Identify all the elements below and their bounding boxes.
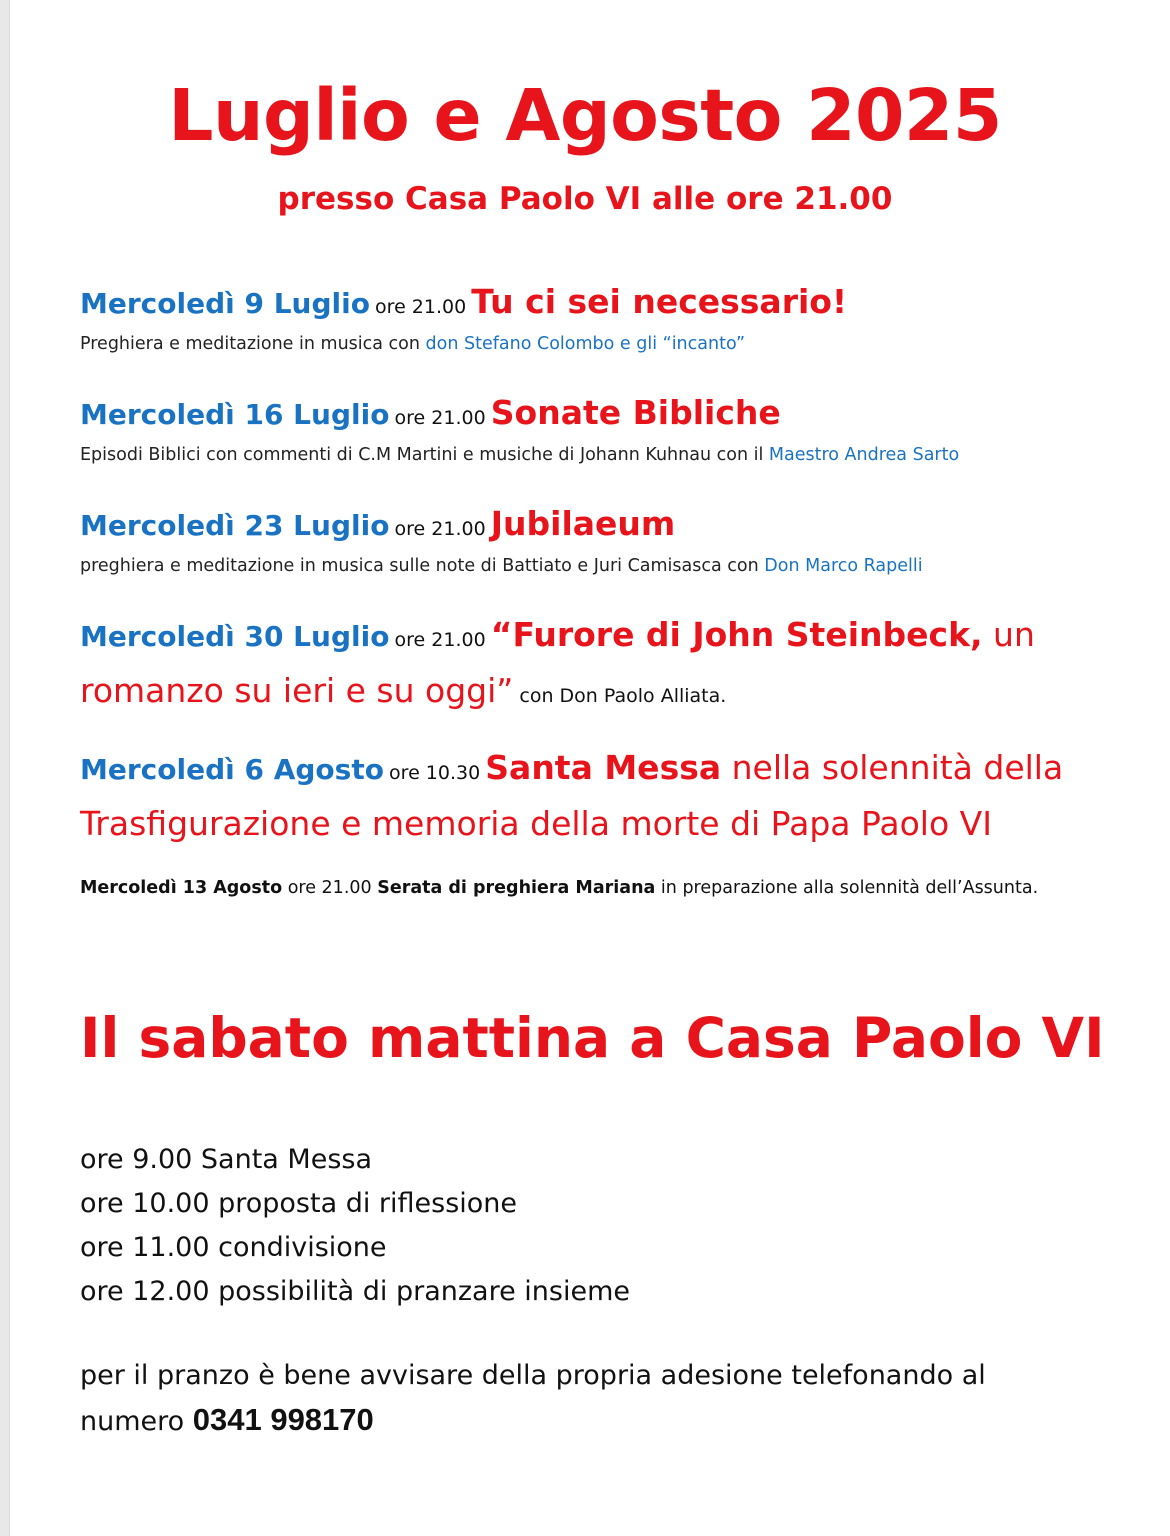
event-day: Mercoledì 9 Luglio — [80, 287, 370, 320]
event-title: Santa Messa — [485, 748, 722, 787]
page-subtitle: presso Casa Paolo VI alle ore 21.00 — [277, 181, 893, 217]
event-day: Mercoledì 30 Luglio — [80, 620, 390, 653]
event-title-continued: nella solennità della — [721, 748, 1064, 787]
event-time: ore 21.00 — [375, 296, 467, 318]
event-day: Mercoledì 13 Agosto — [80, 878, 283, 898]
event-item — [80, 613, 1120, 725]
phone-number: 0341 998170 — [192, 1402, 374, 1437]
schedule-item: ore 10.00 proposta di riflessione — [80, 1188, 518, 1219]
event-title-line2: romanzo su ieri e su oggi” — [80, 671, 514, 710]
lunch-note — [80, 1354, 1090, 1444]
event-time: ore 21.00 — [394, 407, 486, 429]
event-item — [80, 502, 1120, 580]
event-title: Serata di preghiera Mariana — [377, 878, 656, 898]
event-day: Mercoledì 6 Agosto — [80, 753, 384, 786]
event-description: Preghiera e meditazione in musica con — [80, 334, 426, 354]
saturday-heading: Il sabato mattina a Casa Paolo VI — [80, 1006, 1105, 1070]
event-item — [80, 280, 1120, 358]
event-time: ore 21.00 — [394, 518, 486, 540]
event-performer: don Stefano Colombo e gli “incanto” — [425, 334, 746, 354]
event-title: Jubilaeum — [490, 504, 676, 543]
event-day: Mercoledì 23 Luglio — [80, 509, 390, 542]
event-description: Episodi Biblici con commenti di C.M Martini e musiche di Johann Kuhnau con il — [80, 445, 769, 465]
event-title: “Furore di John Steinbeck, — [490, 615, 983, 654]
event-description: preghiera e meditazione in musica sulle note di Battiato e Juri Camisasca con — [80, 556, 765, 576]
event-time: ore 21.00 — [394, 629, 486, 651]
event-day: Mercoledì 16 Luglio — [80, 398, 390, 431]
event-performer: Maestro Andrea Sarto — [768, 445, 960, 465]
saturday-schedule — [80, 1138, 630, 1314]
page-title: Luglio e Agosto 2025 — [168, 74, 1002, 157]
event-item — [80, 391, 1120, 469]
schedule-item: ore 11.00 condivisione — [80, 1232, 387, 1263]
lunch-note-text: per il pranzo è bene avvisare della propria adesione telefonando al numero — [80, 1360, 986, 1437]
event-title: Sonate Bibliche — [490, 393, 781, 432]
extra-event — [80, 878, 1038, 898]
event-title: Tu ci sei necessario! — [471, 282, 848, 321]
schedule-item: ore 9.00 Santa Messa — [80, 1144, 373, 1175]
event-description: in preparazione alla solennità dell’Assunta. — [655, 878, 1039, 898]
event-item — [80, 746, 1120, 858]
event-time: ore 10.30 — [389, 762, 481, 784]
event-time: ore 21.00 — [282, 878, 378, 898]
schedule-item: ore 12.00 possibilità di pranzare insieme — [80, 1276, 630, 1307]
page-edge — [0, 0, 10, 1536]
event-guest: con Don Paolo Alliata. — [513, 685, 727, 707]
event-title-continued: un — [982, 615, 1035, 654]
event-title-line2: Trasfigurazione e memoria della morte di Papa Paolo VI — [80, 804, 992, 843]
event-performer: Don Marco Rapelli — [764, 556, 923, 576]
